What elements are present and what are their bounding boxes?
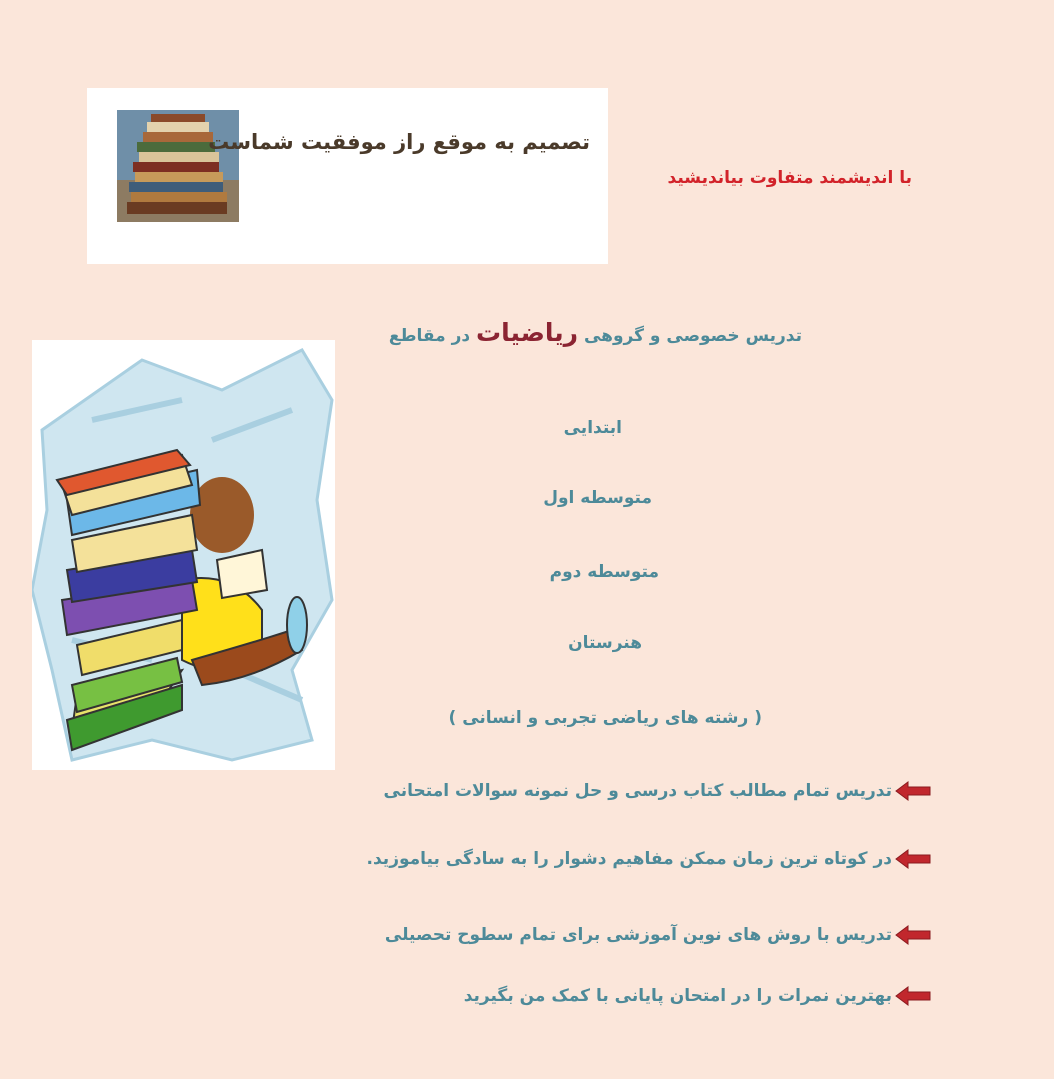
- headline-suffix: در مقاطع: [388, 326, 471, 346]
- level-item: متوسطه اول: [543, 488, 652, 508]
- level-item: هنرستان: [568, 633, 642, 653]
- book-stack-icon: [117, 110, 239, 222]
- arrow-left-icon: [894, 985, 932, 1007]
- headline: [389, 318, 802, 347]
- header-banner: [87, 88, 608, 264]
- feature-bullet: [385, 924, 932, 946]
- feature-text: در کوتاه ترین زمان ممکن مفاهیم دشوار را به سادگی بیاموزید.: [366, 849, 892, 869]
- feature-text: تدریس با روش های نوین آموزشی برای تمام سطوح تحصیلی: [384, 925, 892, 945]
- arrow-left-icon: [894, 924, 932, 946]
- slogan-text: با اندیشمند متفاوت بیاندیشید: [667, 168, 912, 188]
- child-reading-books-icon: [32, 340, 335, 770]
- level-item: ابتدایی: [563, 418, 622, 438]
- feature-text: تدریس تمام مطالب کتاب درسی و حل نمونه سوالات امتحانی: [383, 781, 892, 801]
- feature-text: بهترین نمرات را در امتحان پایانی با کمک من بگیرید: [463, 986, 892, 1006]
- feature-bullet: [384, 780, 932, 802]
- arrow-left-icon: [894, 848, 932, 870]
- feature-bullet: [367, 848, 932, 870]
- headline-prefix: تدریس خصوصی و گروهی: [583, 326, 802, 346]
- headline-emphasis: ریاضیات: [476, 318, 579, 347]
- banner-title: تصمیم به موقع راز موفقیت شماست: [208, 130, 590, 154]
- feature-bullet: [464, 985, 932, 1007]
- level-item: متوسطه دوم: [549, 562, 659, 582]
- arrow-left-icon: [894, 780, 932, 802]
- level-item: ( رشته های ریاضی تجربی و انسانی ): [448, 708, 762, 728]
